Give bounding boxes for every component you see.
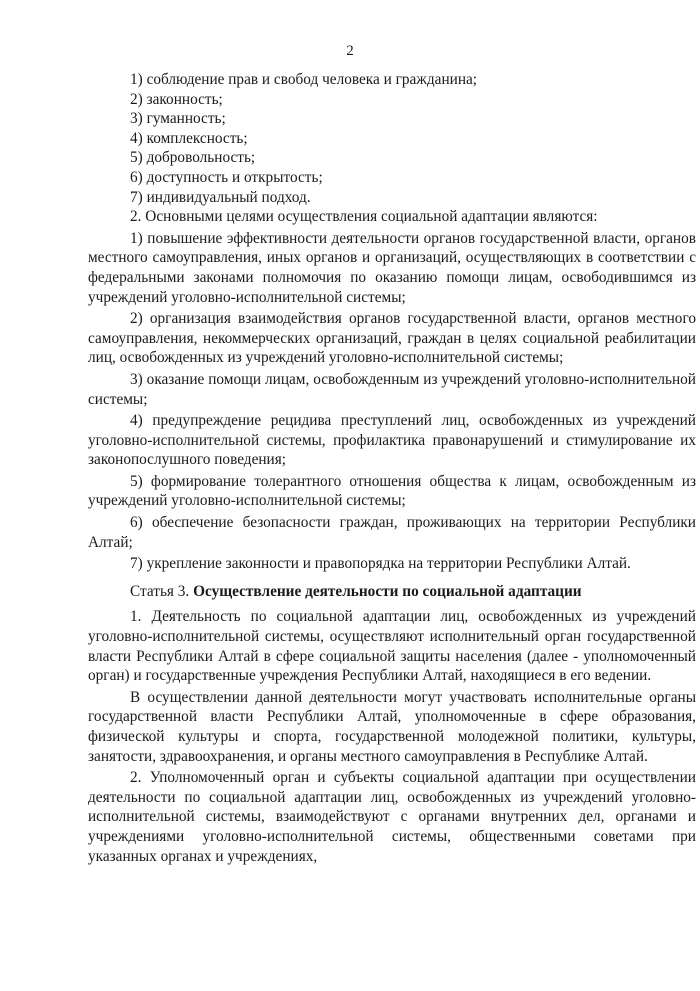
article-title: Осуществление деятельности по социальной адаптации bbox=[193, 582, 582, 600]
goal-item-3: 3) оказание помощи лицам, освобожденным из учреждений уголовно-исполнительной системы; bbox=[88, 370, 696, 408]
principle-item-7: 7) индивидуальный подход. bbox=[130, 188, 311, 206]
goal-item-5: 5) формирование толерантного отношения общества к лицам, освобожденным из учреждений уголовно-исполнительной системы; bbox=[88, 472, 696, 510]
document-body bbox=[88, 70, 696, 866]
goals-intro: 2. Основными целями осуществления социальной адаптации являются: bbox=[130, 208, 598, 226]
principle-item-2: 2) законность; bbox=[130, 90, 223, 108]
article-paragraph-1: 1. Деятельность по социальной адаптации лиц, освобожденных из учреждений уголовно-исполнительной системы, осуществляют исполнительный орган государственной власти Республики Алтай в сфере социальной защиты населения (далее - уполномоченный орган) и государственные учреждения Республики Алтай, находящиеся в его ведении. bbox=[88, 608, 696, 685]
principle-item-4: 4) комплексность; bbox=[130, 129, 248, 147]
article-paragraph-3: 2. Уполномоченный орган и субъекты социальной адаптации при осуществлении деятельности по социальной адаптации лиц, освобожденных из учреждений уголовно-исполнительной системы, взаимодействуют с органами внутренних дел, органами и учреждениями уголовно-исполнительной системы, общественными советами при указанных органах и учреждениях, bbox=[88, 769, 696, 865]
principle-item-6: 6) доступность и открытость; bbox=[130, 168, 323, 186]
goal-item-2: 2) организация взаимодействия органов государственной власти, органов местного самоуправления, некоммерческих организаций, граждан в целях социальной реабилитации лиц, освобожденных из учреждений уголовно-исполнительной системы; bbox=[88, 310, 696, 367]
goal-item-7: 7) укрепление законности и правопорядка на территории Республики Алтай. bbox=[130, 555, 631, 573]
principle-item-1: 1) соблюдение прав и свобод человека и гражданина; bbox=[130, 71, 478, 88]
principle-item-3: 3) гуманность; bbox=[130, 110, 226, 128]
article-paragraph-2: В осуществлении данной деятельности могут участвовать исполнительные органы государственной власти Республики Алтай, уполномоченные в сфере образования, физической культуры и спорта, государственной молодежной политики, культуры, занятости, здравоохранения, и органы местного самоуправления в Республике Алтай. bbox=[88, 688, 696, 765]
article-number: Статья 3. bbox=[130, 582, 194, 600]
principle-item-5: 5) добровольность; bbox=[130, 149, 256, 167]
goal-item-1: 1) повышение эффективности деятельности органов государственной власти, органов местного самоуправления, иных органов и организаций, осуществляющих в соответствии с федеральными законами полномочия по оказанию помощи лицам, освободившимся из учреждений уголовно-исполнительной системы; bbox=[88, 229, 696, 306]
goal-item-6: 6) обеспечение безопасности граждан, проживающих на территории Республики Алтай; bbox=[88, 514, 696, 551]
page-number: 2 bbox=[346, 43, 354, 59]
article-heading bbox=[88, 582, 696, 602]
goal-item-4: 4) предупреждение рецидива преступлений лиц, освобожденных из учреждений уголовно-исполнительной системы, профилактика правонарушений и стимулирование их законопослушного поведения; bbox=[88, 412, 696, 469]
